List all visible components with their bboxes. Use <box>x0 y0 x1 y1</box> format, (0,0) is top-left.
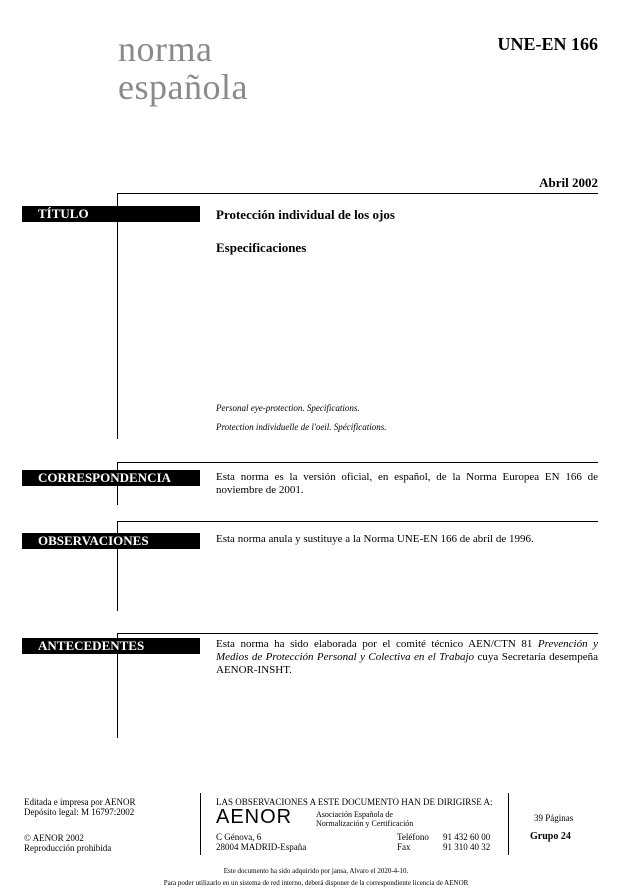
antecedentes-committee-name: Prevención y Medios de Protección Personal y Colectiva en el Trabajo <box>216 638 598 663</box>
antecedentes-text-2: cuya Secretaría desempeña AENOR-INSHT. <box>216 651 598 676</box>
page-count: 39 Páginas <box>534 813 574 823</box>
antecedentes-text <box>216 638 598 677</box>
price-group: Grupo 24 <box>530 831 571 842</box>
observaciones-text: Esta norma anula y sustituye a la Norma UNE-EN 166 de abril de 1996. <box>216 533 534 545</box>
contact-labels <box>397 832 429 852</box>
footer-copyright: © AENOR 2002 <box>24 833 84 843</box>
rule-correspondencia <box>117 462 598 463</box>
footer-divider-right <box>508 793 509 855</box>
label-titulo: TÍTULO <box>22 206 200 222</box>
aenor-line-2: Normalización y Certificación <box>316 819 414 828</box>
rule-top <box>117 193 598 194</box>
license-notice-2: Para poder utilizarlo en un sistema de red interno, deberá disponer de la correspondiente licencia de AENOR <box>163 879 469 887</box>
label-antecedentes: ANTECEDENTES <box>22 638 200 654</box>
footer-reproduction: Reproducción prohibida <box>24 843 112 853</box>
footer-edition <box>24 797 135 817</box>
footer-edited: Editada e impresa por AENOR <box>24 797 136 807</box>
brand-line-2: española <box>118 67 248 107</box>
title-subtitle: Especificaciones <box>216 240 307 255</box>
address-line-1: C Génova, 6 <box>216 832 262 842</box>
aenor-address <box>216 832 306 852</box>
label-observaciones: OBSERVACIONES <box>22 533 200 549</box>
rule-antecedentes <box>117 633 598 634</box>
aenor-full-name <box>316 810 413 828</box>
footer-legal-deposit: Depósito legal: M 16797:2002 <box>24 807 135 817</box>
phone-label: Teléfono <box>397 832 429 842</box>
label-correspondencia: CORRESPONDENCIA <box>22 470 200 486</box>
brand-line-1: norma <box>118 29 213 69</box>
license-notice-1: Este documento ha sido adquirido por jansa, Alvaro el 2020-4-10. <box>223 867 409 875</box>
footer-divider-left <box>200 793 201 855</box>
title-main: Protección individual de los ojos <box>216 207 395 222</box>
aenor-logo: AENOR <box>216 806 293 828</box>
rule-vertical-titulo <box>117 193 118 439</box>
standard-code: UNE-EN 166 <box>497 34 598 54</box>
aenor-line-1: Asociación Española de <box>316 810 393 819</box>
address-line-2: 28004 MADRID-España <box>216 842 307 852</box>
correspondencia-text: Esta norma es la versión oficial, en español, de la Norma Europea EN 166 de noviembre de 2001. <box>216 471 598 496</box>
footer-observations-title: LAS OBSERVACIONES A ESTE DOCUMENTO HAN DE DIRIGIRSE A: <box>216 797 493 807</box>
contact-values <box>443 832 490 852</box>
rule-observaciones <box>117 521 598 522</box>
fax-label: Fax <box>397 842 411 852</box>
phone-number: 91 432 60 00 <box>443 832 491 842</box>
brand-title <box>118 30 248 106</box>
title-french: Protection individuelle de l'oeil. Spécifications. <box>216 422 387 432</box>
publication-date: Abril 2002 <box>539 175 598 190</box>
antecedentes-text-1: Esta norma ha sido elaborada por el comité técnico AEN/CTN 81 <box>216 638 538 650</box>
title-english: Personal eye-protection. Specifications. <box>216 403 360 413</box>
footer-copyright-block <box>24 833 111 853</box>
fax-number: 91 310 40 32 <box>443 842 491 852</box>
